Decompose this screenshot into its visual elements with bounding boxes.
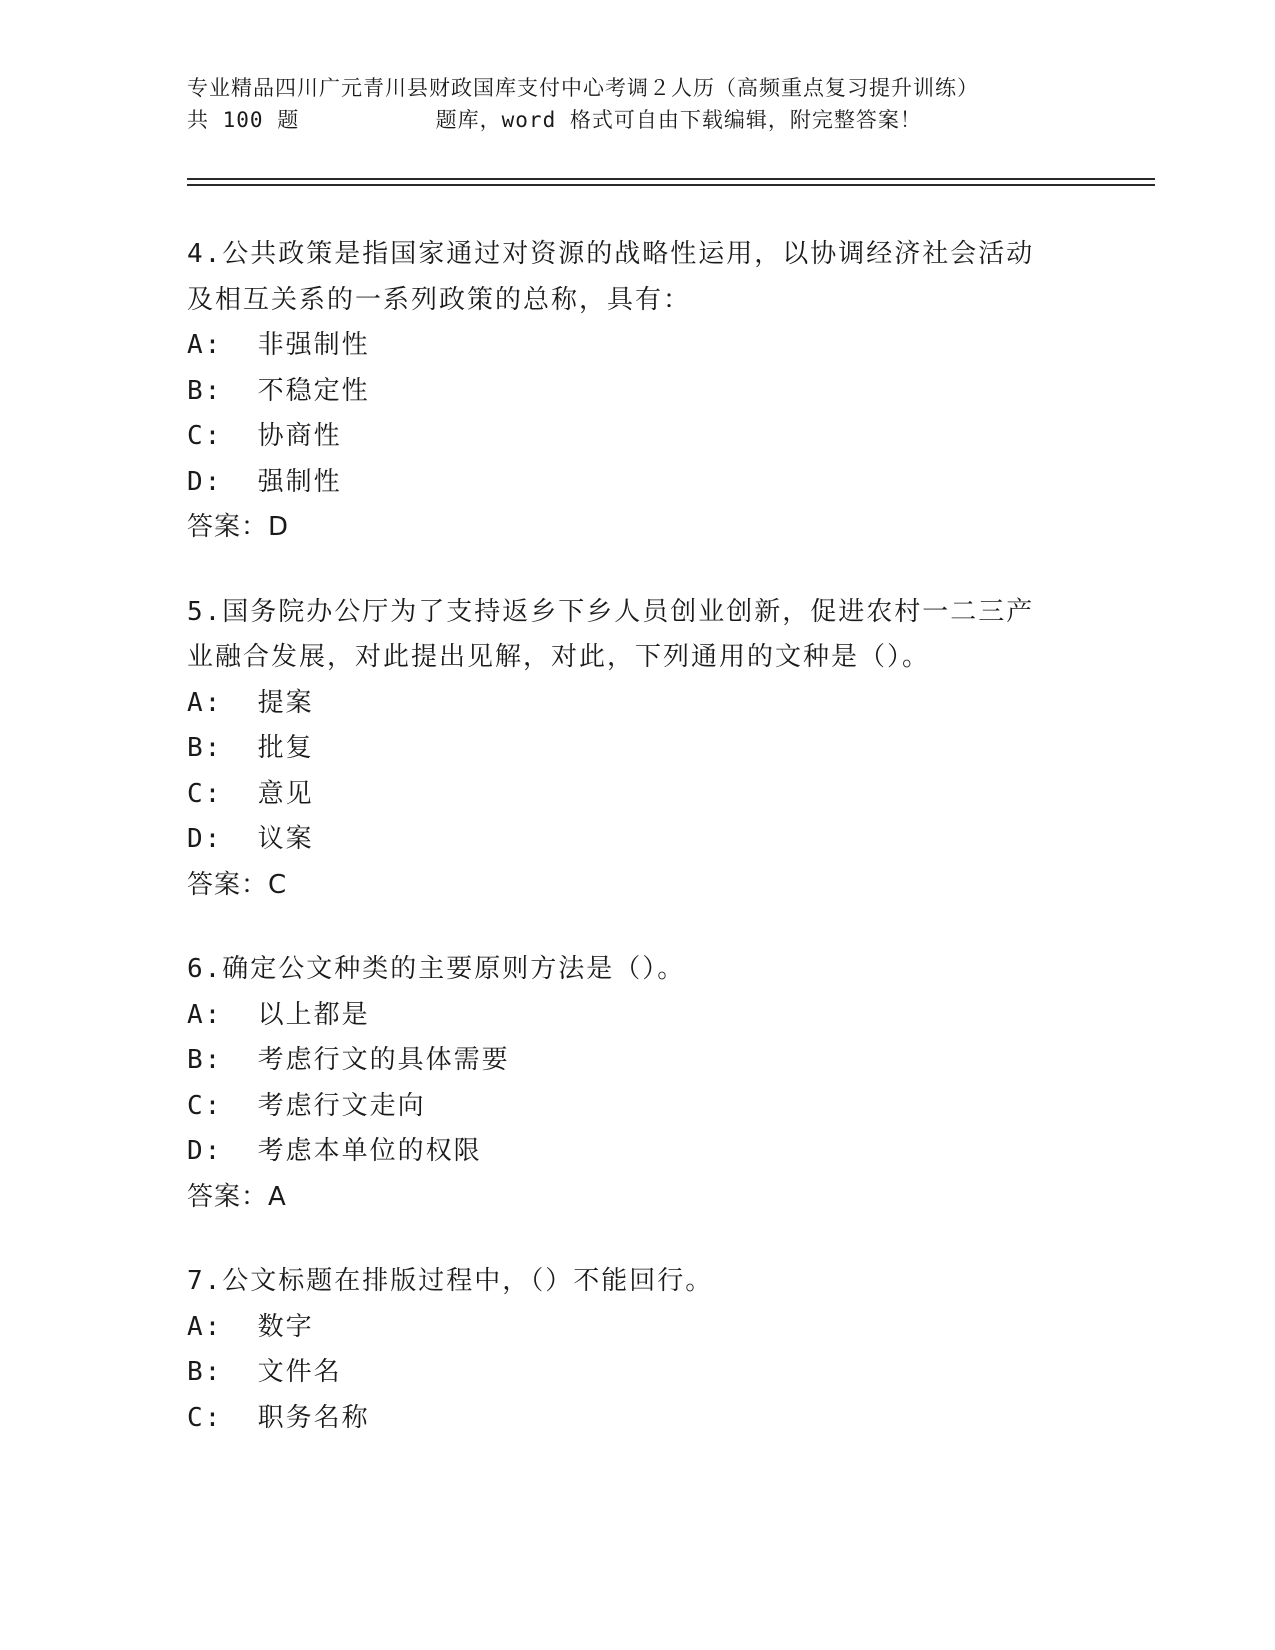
question-6 bbox=[187, 947, 1087, 1220]
question-text: 5.国务院办公厅为了支持返乡下乡人员创业创新，促进农村一二三产 bbox=[187, 596, 1035, 627]
option-a: A: 以上都是 bbox=[187, 999, 370, 1030]
question-text: 6.确定公文种类的主要原则方法是（）。 bbox=[187, 954, 686, 984]
option-d: D: 议案 bbox=[187, 824, 314, 854]
header-title-line: 专业精品四川广元青川县财政国库支付中心考调２人历（高频重点复习提升训练） bbox=[187, 76, 979, 100]
option-c: C: 意见 bbox=[187, 778, 314, 809]
option-a: A: 非强制性 bbox=[187, 330, 370, 360]
question-4 bbox=[187, 232, 1087, 551]
answer: 答案：C bbox=[187, 869, 288, 900]
question-text: 业融合发展，对此提出见解，对此，下列通用的文种是（）。 bbox=[187, 642, 931, 672]
option-b: B: 不稳定性 bbox=[187, 375, 370, 406]
answer: 答案：A bbox=[187, 1181, 287, 1212]
option-a: A: 提案 bbox=[187, 687, 314, 718]
option-c: C: 考虑行文走向 bbox=[187, 1090, 426, 1121]
question-list bbox=[187, 232, 1087, 1480]
question-7 bbox=[187, 1259, 1087, 1441]
option-c: C: 职务名称 bbox=[187, 1402, 370, 1433]
answer: 答案：D bbox=[187, 512, 290, 542]
option-b: B: 考虑行文的具体需要 bbox=[187, 1045, 510, 1075]
option-d: D: 考虑本单位的权限 bbox=[187, 1136, 482, 1166]
option-b: B: 文件名 bbox=[187, 1357, 342, 1387]
header-divider-bottom bbox=[187, 184, 1155, 186]
option-b: B: 批复 bbox=[187, 733, 314, 763]
question-text: 及相互关系的一系列政策的总称，具有： bbox=[187, 284, 692, 315]
question-5 bbox=[187, 590, 1087, 909]
header-divider-top bbox=[187, 178, 1155, 180]
option-a: A: 数字 bbox=[187, 1311, 314, 1342]
header-subtitle-line: 共 100 题 题库，word 格式可自由下载编辑，附完整答案！ bbox=[187, 108, 922, 132]
option-d: D: 强制性 bbox=[187, 466, 342, 497]
question-text: 4.公共政策是指国家通过对资源的战略性运用，以协调经济社会活动 bbox=[187, 239, 1035, 269]
document-header bbox=[187, 72, 1087, 136]
question-text: 7.公文标题在排版过程中，（）不能回行。 bbox=[187, 1266, 714, 1296]
option-c: C: 协商性 bbox=[187, 421, 342, 451]
